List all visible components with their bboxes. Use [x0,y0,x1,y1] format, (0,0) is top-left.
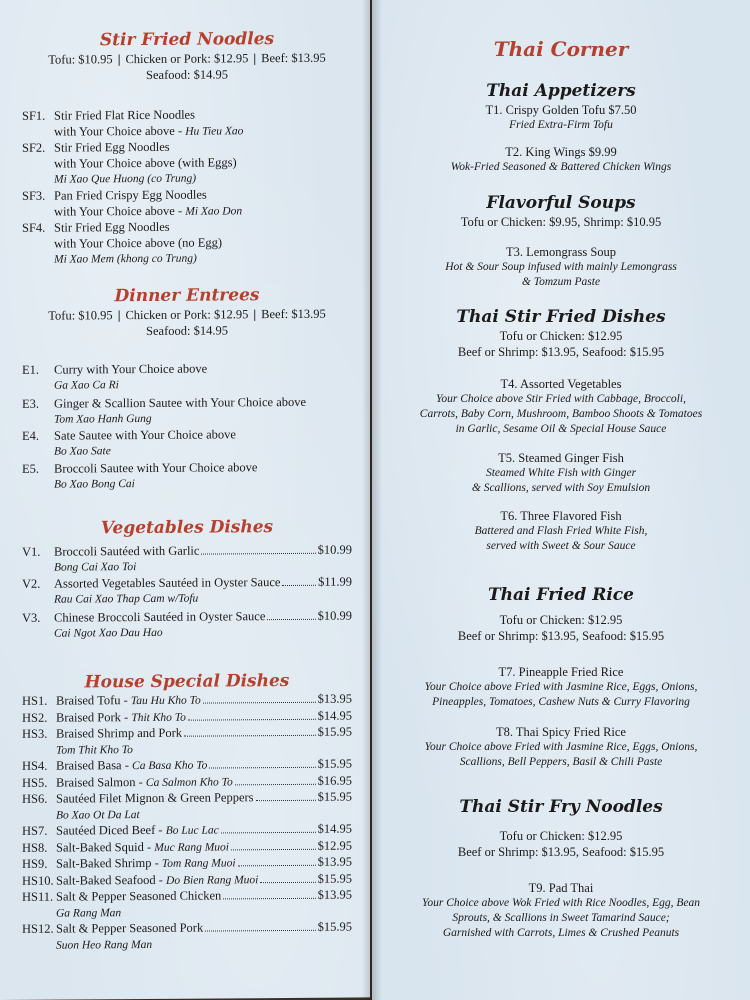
price-line: Beef or Shrimp: $13.95, Seafood: $15.95 [457,629,665,643]
menu-item-sf3: SF3. Pan Fried Crispy Egg Noodles with Your Choice above - Mi Xao Don [22,187,243,219]
item-name: Braised Basa - Ca Basa Kho To [56,758,208,773]
price-line: Tofu or Chicken: $12.95 [499,329,623,343]
price-line: Seafood: $14.95 [146,323,228,338]
menu-item-hs [22,888,352,922]
section-thai-stir-fried [392,306,730,360]
item-code: HS4. [22,758,48,773]
item-price: $13.95 [317,854,352,869]
item-code: HS9. [22,856,48,871]
item-name: Salt-Baked Shrimp - Tom Rang Muoi [56,855,236,871]
item-price: $14.95 [317,821,352,836]
menu-item-t9: T9. Pad Thai Your Choice above Wok Fried with Rice Noodles, Egg, Bean Sprouts, & Scallions in Sweet Tamarind Sauce; Garnished with Carrots, Limes & Crushed Peanuts [422,881,700,939]
item-name: Sautéed Diced Beef - Bo Luc Lac [56,822,219,838]
house-special-list [22,692,352,954]
price-line: Seafood: $14.95 [146,67,228,82]
item-price: $15.95 [317,871,352,886]
price-line: Tofu or Chicken: $12.95 [499,613,623,627]
section-title: House Special Dishes [84,670,290,693]
page-title: Thai Corner [493,37,629,61]
item-name: Salt & Pepper Seasoned Chicken [56,888,222,904]
item-price: $15.95 [317,756,352,771]
item-name: Sautéed Filet Mignon & Green Peppers [56,790,254,806]
item-name: Braised Tofu - Tau Hu Kho To [56,693,201,708]
menu-item-hs [22,790,352,824]
item-code: HS2. [22,710,48,725]
section-flavorful-soups [392,192,730,230]
item-price: $15.95 [317,789,352,804]
menu-item-t3: T3. Lemongrass Soup Hot & Sour Soup infused with mainly Lemongrass & Tomzum Paste [445,245,677,288]
menu-item-e5: E5. Broccoli Sautee with Your Choice above Bo Xao Bong Cai [22,460,258,491]
item-code: HS11. [22,889,54,904]
item-name: Braised Salmon - Ca Salmon Kho To [56,774,233,790]
menu-item-t7: T7. Pineapple Fried Rice Your Choice above Fried with Jasmine Rice, Eggs, Onions, Pineapples, Tomatoes, Cashew Nuts & Curry Flavoring [424,665,698,708]
page-fold [362,0,382,1000]
item-code: HS10. [22,873,54,888]
item-code: HS6. [22,791,48,806]
item-price: $12.95 [317,838,352,853]
item-price: $16.95 [317,773,352,788]
section-thai-corner [392,38,730,60]
menu-item-hs [22,920,352,954]
menu-item-t2: T2. King Wings $9.99 Wok-Fried Seasoned & Battered Chicken Wings [450,145,672,173]
section-stir-fried-noodles [22,28,352,84]
menu-item-e3: E3. Ginger & Scallion Sautee with Your Choice above Tom Xao Hanh Gung [22,394,307,426]
item-price: $14.95 [317,708,352,723]
menu-item-t8: T8. Thai Spicy Fried Rice Your Choice above Fried with Jasmine Rice, Eggs, Onions, Scallions, Bell Peppers, Basil & Chili Paste [424,725,698,768]
item-name: Braised Shrimp and Pork [56,725,183,741]
section-title: Dinner Entrees [114,285,260,307]
item-code: HS7. [22,823,48,838]
menu-item-t6: T6. Three Flavored Fish Battered and Flash Fried White Fish, served with Sweet & Sour Sauce [474,509,648,552]
menu-item-sf1: SF1. Stir Fried Flat Rice Noodles with Your Choice above - Hu Tieu Xao [22,107,244,139]
left-menu-page [0,0,370,1000]
item-price: $13.95 [317,887,352,902]
menu-item-t5: T5. Steamed Ginger Fish Steamed White Fish with Ginger & Scallions, served with Soy Emulsion [471,451,651,494]
menu-item-v2: V2. Assorted Vegetables Sautéed in Oyster Sauce $11.99 Rau Cai Xao Thap Cam w/Tofu [22,574,352,606]
menu-item-sf2: SF2. Stir Fried Egg Noodles with Your Choice above (with Eggs) Mi Xao Que Huong (co Trung) [22,139,237,186]
item-name: Braised Pork - Thit Kho To [56,709,186,725]
price-line: Tofu: $10.95 | Chicken or Pork: $12.95 | Beef: $13.95 [48,50,326,67]
menu-item-t4: T4. Assorted Vegetables Your Choice above Stir Fried with Cabbage, Broccoli, Carrots, Baby Corn, Mushroom, Bamboo Shoots & Tomatoes in Garlic, Sesame Oil & Special House Sauce [419,377,703,435]
item-name: Salt-Baked Seafood - Do Bien Rang Muoi [56,872,259,888]
section-title: Thai Stir Fry Noodles [459,797,663,817]
price-line: Beef or Shrimp: $13.95, Seafood: $15.95 [457,345,665,359]
item-code: HS8. [22,840,48,855]
section-title: Thai Appetizers [486,81,636,101]
section-title: Thai Stir Fried Dishes [456,307,666,327]
price-line: Tofu: $10.95 | Chicken or Pork: $12.95 | Beef: $13.95 [48,306,326,323]
section-title: Thai Fried Rice [488,585,634,605]
price-line: Tofu or Chicken: $9.95, Shrimp: $10.95 [460,215,662,229]
item-subtitle: Suon Heo Rang Man [56,938,153,952]
item-price: $15.95 [317,919,352,934]
item-name: Salt-Baked Squid - Muc Rang Muoi [56,839,229,855]
menu-item-v1: V1. Broccoli Sautéed with Garlic $10.99 Bong Cai Xao Toi [22,542,352,574]
menu-item-hs [22,725,352,759]
section-thai-fried-rice [392,584,730,644]
right-menu-page [372,0,750,1000]
item-name: Salt & Pepper Seasoned Pork [56,920,204,936]
menu-item-v3: V3. Chinese Broccoli Sautéed in Oyster Sauce $10.99 Cai Ngot Xao Dau Hao [22,608,352,640]
item-subtitle: Tom Thit Kho To [56,743,133,757]
item-code: HS3. [22,726,48,741]
menu-item-e1: E1. Curry with Your Choice above Ga Xao Ca Ri [22,361,208,392]
item-price: $15.95 [317,724,352,739]
section-house-special [22,670,352,694]
item-code: HS1. [22,693,48,708]
menu-item-sf4: SF4. Stir Fried Egg Noodles with Your Choice above (no Egg) Mi Xao Mem (khong co Trung) [22,219,223,266]
section-title: Vegetables Dishes [100,517,274,539]
price-line: Beef or Shrimp: $13.95, Seafood: $15.95 [457,845,665,859]
section-thai-stir-fry-noodles [392,796,730,860]
item-subtitle: Ga Rang Man [56,906,122,920]
section-thai-appetizers [392,80,730,102]
section-vegetables-dishes [22,516,352,540]
menu-item-t1: T1. Crispy Golden Tofu $7.50 Fried Extra-Firm Tofu [485,103,637,131]
section-dinner-entrees [22,284,352,340]
item-price: $13.95 [317,691,352,706]
price-line: Tofu or Chicken: $12.95 [499,829,623,843]
item-code: HS12. [22,921,54,936]
menu-item-e4: E4. Sate Sautee with Your Choice above Bo Xao Sate [22,427,236,458]
item-code: HS5. [22,775,48,790]
section-title: Flavorful Soups [486,193,636,213]
item-subtitle: Bo Xao Ot Da Lat [56,808,140,822]
section-title: Stir Fried Noodles [99,29,275,51]
